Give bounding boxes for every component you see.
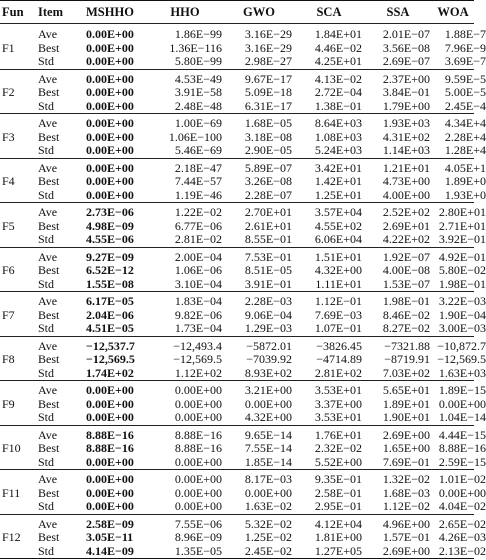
mshho-cell: 0.00E+00 (86, 116, 134, 130)
ssa-cell: −7321.88 (384, 338, 430, 353)
hho-cell: 0.00E+00 (174, 485, 222, 500)
header-hho: HHO (170, 5, 200, 19)
mshho-cell: 0.00E+00 (86, 27, 134, 41)
mshho-cell: 4.98E−09 (86, 218, 134, 233)
fun-label: F12 (2, 530, 21, 544)
sca-cell: 2.95E−01 (314, 499, 362, 513)
hho-cell: 3.91E−58 (174, 85, 222, 99)
hho-cell: 7.55E−06 (174, 516, 222, 531)
woa-cell: 4.04E−02 (438, 499, 486, 513)
ssa-cell: 2.37E+00 (382, 71, 430, 86)
item-cell: Std (38, 454, 55, 469)
group-rule (0, 380, 474, 381)
item-cell: Ave (38, 71, 58, 86)
hho-cell: −12,569.5 (173, 352, 222, 366)
hho-cell: 1.73E−04 (174, 321, 222, 335)
ssa-cell: 1.79E+00 (382, 98, 430, 113)
item-cell: Best (38, 396, 60, 411)
gwo-cell: 8.17E−03 (244, 472, 292, 486)
fun-label: F7 (2, 307, 15, 322)
hho-cell: 1.19E−46 (174, 187, 222, 202)
item-cell: Best (38, 218, 60, 233)
hho-cell: 1.35E−05 (174, 543, 222, 558)
sca-cell: 5.52E+00 (314, 454, 362, 469)
item-cell: Ave (38, 116, 58, 130)
item-cell: Ave (38, 249, 58, 264)
ssa-cell: 4.00E−08 (382, 263, 430, 277)
group-rule (0, 202, 474, 203)
item-cell: Ave (38, 294, 58, 308)
woa-cell: 3.00E−03 (438, 321, 486, 335)
mshho-cell: 0.00E+00 (86, 160, 134, 175)
ssa-cell: 2.69E+00 (382, 427, 430, 442)
fun-label: F10 (2, 441, 21, 455)
gwo-cell: 3.16E−29 (244, 40, 292, 55)
woa-cell: 1.93E+0 (444, 187, 486, 202)
gwo-cell: 1.29E−03 (244, 321, 292, 335)
mshho-cell: 0.00E+00 (86, 129, 134, 144)
sca-cell: 4.13E−02 (314, 71, 362, 86)
sca-cell: 4.12E+04 (314, 516, 362, 531)
group-rule (0, 558, 474, 559)
ssa-cell: 7.03E+02 (382, 365, 430, 380)
ssa-cell: 1.65E+00 (382, 441, 430, 455)
ssa-cell: 2.01E−07 (382, 27, 430, 41)
sca-cell: 1.38E−01 (314, 98, 362, 113)
woa-cell: 9.59E−5 (444, 71, 486, 86)
hho-cell: 0.00E+00 (174, 410, 222, 424)
sca-cell: 1.07E−01 (314, 321, 362, 335)
mshho-cell: 0.00E+00 (86, 383, 134, 397)
woa-cell: 5.80E−02 (438, 263, 486, 277)
gwo-cell: 1.25E−02 (244, 530, 292, 544)
header-sca: SCA (316, 5, 342, 19)
group-rule (0, 69, 474, 70)
gwo-cell: 7.55E−14 (244, 441, 292, 455)
mshho-cell: 4.55E−06 (86, 232, 134, 246)
table-row (0, 454, 486, 471)
woa-cell: 1.89E+0 (444, 174, 486, 188)
gwo-cell: 2.98E−27 (244, 54, 292, 68)
fun-label: F9 (2, 396, 15, 411)
gwo-cell: 3.21E+00 (244, 383, 292, 397)
item-cell: Std (38, 410, 55, 424)
woa-cell: 4.92E−01 (438, 249, 486, 264)
hho-cell: 3.10E−04 (174, 276, 222, 291)
woa-cell: 0.00E+00 (438, 396, 486, 411)
hho-cell: 5.46E−69 (174, 143, 222, 157)
hho-cell: 8.88E−16 (174, 427, 222, 442)
item-cell: Ave (38, 472, 58, 486)
mshho-cell: 0.00E+00 (86, 54, 134, 68)
fun-label: F3 (2, 129, 15, 144)
gwo-cell: 5.89E−07 (244, 160, 292, 175)
hho-cell: 1.06E−100 (168, 129, 222, 144)
table-row (0, 142, 486, 159)
ssa-cell: 1.57E−01 (382, 530, 430, 544)
fun-label: F5 (2, 218, 15, 233)
woa-cell: 2.71E+01 (438, 218, 486, 233)
item-cell: Best (38, 174, 60, 188)
sca-cell: 1.51E+01 (314, 249, 362, 264)
fun-label: F1 (2, 40, 15, 55)
ssa-cell: 3.56E−08 (382, 40, 430, 55)
hho-cell: 1.00E−69 (174, 116, 222, 130)
item-cell: Best (38, 40, 60, 55)
woa-cell: 1.28E+4 (444, 143, 486, 157)
woa-cell: 3.92E−01 (438, 232, 486, 246)
sca-cell: −4714.89 (316, 352, 362, 366)
gwo-cell: 8.55E−01 (244, 232, 292, 246)
item-cell: Ave (38, 427, 58, 442)
mshho-cell: 0.00E+00 (86, 143, 134, 157)
ssa-cell: 2.69E+00 (382, 543, 430, 558)
gwo-cell: 3.18E−08 (244, 129, 292, 144)
item-cell: Std (38, 321, 55, 335)
sca-cell: 3.42E+01 (314, 160, 362, 175)
gwo-cell: 8.93E+02 (244, 365, 292, 380)
woa-cell: 2.45E−4 (444, 98, 486, 113)
woa-cell: 1.98E−01 (438, 276, 486, 291)
hho-cell: 2.48E−48 (174, 98, 222, 113)
mshho-cell: 2.73E−06 (86, 205, 134, 219)
mshho-cell: −12,537.7 (86, 338, 135, 353)
item-cell: Std (38, 276, 55, 291)
sca-cell: 3.53E+01 (314, 383, 362, 397)
mshho-cell: 0.00E+00 (86, 174, 134, 188)
mshho-cell: 0.00E+00 (86, 485, 134, 500)
item-cell: Std (38, 98, 55, 113)
woa-cell: 1.63E+03 (438, 365, 486, 380)
group-rule (0, 425, 474, 426)
ssa-cell: 8.27E−02 (382, 321, 430, 335)
gwo-cell: 1.63E−02 (244, 499, 292, 513)
gwo-cell: 0.00E+00 (244, 396, 292, 411)
group-rule (0, 469, 474, 470)
woa-cell: 4.05E+1 (444, 160, 486, 175)
gwo-cell: 9.67E−17 (244, 71, 292, 86)
header-rule (0, 23, 474, 24)
gwo-cell: 2.70E+01 (244, 205, 292, 219)
sca-cell: 2.32E−02 (314, 441, 362, 455)
header-fun: Fun (2, 5, 24, 19)
item-cell: Best (38, 530, 60, 544)
sca-cell: 4.25E+01 (314, 54, 362, 68)
woa-cell: 2.65E−02 (438, 516, 486, 531)
mshho-cell: 0.00E+00 (86, 499, 134, 513)
mshho-cell: 4.14E−09 (86, 543, 134, 558)
sca-cell: 4.55E+02 (314, 218, 362, 233)
woa-cell: 1.01E−02 (438, 472, 486, 486)
ssa-cell: −8719.91 (384, 352, 430, 366)
item-cell: Best (38, 441, 60, 455)
hho-cell: 0.00E+00 (174, 454, 222, 469)
ssa-cell: 4.73E+00 (382, 174, 430, 188)
item-cell: Std (38, 232, 55, 246)
item-cell: Best (38, 485, 60, 500)
mshho-cell: 0.00E+00 (86, 187, 134, 202)
sca-cell: 2.72E−04 (314, 85, 362, 99)
mshho-cell: 2.58E−09 (86, 516, 134, 531)
item-cell: Std (38, 499, 55, 513)
gwo-cell: −5872.01 (246, 338, 292, 353)
ssa-cell: 1.92E−07 (382, 249, 430, 264)
table-header-row (0, 1, 474, 23)
ssa-cell: 1.90E+01 (382, 410, 430, 424)
sca-cell: 1.12E−01 (314, 294, 362, 308)
mshho-cell: 3.05E−11 (86, 530, 134, 544)
hho-cell: 5.80E−99 (174, 54, 222, 68)
gwo-cell: 1.68E−05 (244, 116, 292, 130)
hho-cell: 6.77E−06 (174, 218, 222, 233)
sca-cell: 3.37E+00 (314, 396, 362, 411)
gwo-cell: 9.65E−14 (244, 427, 292, 442)
mshho-cell: 8.88E−16 (86, 441, 134, 455)
woa-cell: −12,569.5 (437, 352, 486, 366)
woa-cell: 0.00E+00 (438, 485, 486, 500)
table-row (0, 276, 486, 293)
hho-cell: 8.96E−09 (174, 530, 222, 544)
ssa-cell: 1.14E+03 (382, 143, 430, 157)
hho-cell: 9.82E−06 (174, 307, 222, 322)
gwo-cell: 4.32E+00 (244, 410, 292, 424)
table-row (0, 231, 486, 248)
hho-cell: 2.18E−47 (174, 160, 222, 175)
woa-cell: 3.22E−03 (438, 294, 486, 308)
gwo-cell: 2.61E+01 (244, 218, 292, 233)
item-cell: Best (38, 352, 60, 366)
gwo-cell: 2.90E−05 (244, 143, 292, 157)
ssa-cell: 4.00E+00 (382, 187, 430, 202)
ssa-cell: 5.65E+01 (382, 383, 430, 397)
woa-cell: 1.88E−7 (444, 27, 486, 41)
gwo-cell: 8.51E−05 (244, 263, 292, 277)
woa-cell: 1.90E−04 (438, 307, 486, 322)
mshho-cell: 0.00E+00 (86, 410, 134, 424)
ssa-cell: 1.89E+01 (382, 396, 430, 411)
ssa-cell: 7.69E−01 (382, 454, 430, 469)
table-row (0, 320, 486, 337)
woa-cell: 4.44E−15 (438, 427, 486, 442)
table-row (0, 98, 486, 115)
mshho-cell: 0.00E+00 (86, 396, 134, 411)
item-cell: Std (38, 143, 55, 157)
fun-label: F2 (2, 85, 15, 99)
sca-cell: −3826.45 (316, 338, 362, 353)
woa-cell: 2.59E−15 (438, 454, 486, 469)
sca-cell: 1.84E+01 (314, 27, 362, 41)
ssa-cell: 1.93E+03 (382, 116, 430, 130)
ssa-cell: 4.22E+02 (382, 232, 430, 246)
item-cell: Ave (38, 338, 58, 353)
table-row (0, 543, 486, 560)
hho-cell: 1.06E−06 (174, 263, 222, 277)
hho-cell: 4.53E−49 (174, 71, 222, 86)
hho-cell: 1.22E−02 (174, 205, 222, 219)
fun-label: F6 (2, 263, 15, 277)
gwo-cell: 2.28E−03 (244, 294, 292, 308)
mshho-cell: 0.00E+00 (86, 454, 134, 469)
gwo-cell: 2.28E−07 (244, 187, 292, 202)
ssa-cell: 1.12E−02 (382, 499, 430, 513)
gwo-cell: 2.45E−02 (244, 543, 292, 558)
header-item: Item (38, 5, 63, 19)
hho-cell: 0.00E+00 (174, 383, 222, 397)
sca-cell: 1.25E+01 (314, 187, 362, 202)
mshho-cell: 6.52E−12 (86, 263, 134, 277)
sca-cell: 4.46E−02 (314, 40, 362, 55)
group-rule (0, 291, 474, 292)
gwo-cell: 3.16E−29 (244, 27, 292, 41)
group-rule (0, 247, 474, 248)
gwo-cell: 9.06E−04 (244, 307, 292, 322)
mshho-cell: 8.88E−16 (86, 427, 134, 442)
woa-cell: 2.28E+4 (444, 129, 486, 144)
sca-cell: 9.35E−01 (314, 472, 362, 486)
woa-cell: 4.34E+4 (444, 116, 486, 130)
ssa-cell: 2.69E+01 (382, 218, 430, 233)
sca-cell: 1.11E+01 (315, 276, 362, 291)
hho-cell: 1.86E−99 (174, 27, 222, 41)
woa-cell: 5.00E−5 (444, 85, 486, 99)
sca-cell: 1.76E+01 (314, 427, 362, 442)
table-row (0, 498, 486, 515)
sca-cell: 1.08E+03 (314, 129, 362, 144)
item-cell: Best (38, 263, 60, 277)
sca-cell: 1.27E+05 (314, 543, 362, 558)
item-cell: Best (38, 307, 60, 322)
ssa-cell: 1.32E−02 (382, 472, 430, 486)
hho-cell: 0.00E+00 (174, 499, 222, 513)
mshho-cell: 0.00E+00 (86, 472, 134, 486)
woa-cell: −10,872.7 (437, 338, 486, 353)
gwo-cell: 3.91E−01 (244, 276, 292, 291)
woa-cell: 1.04E−14 (438, 410, 486, 424)
ssa-cell: 2.69E−07 (382, 54, 430, 68)
item-cell: Best (38, 129, 60, 144)
sca-cell: 1.42E+01 (314, 174, 362, 188)
header-mshho: MSHHO (86, 5, 134, 19)
table-row (0, 53, 486, 70)
item-cell: Ave (38, 205, 58, 219)
item-cell: Ave (38, 27, 58, 41)
woa-cell: 4.26E−03 (438, 530, 486, 544)
mshho-cell: 1.74E+02 (86, 365, 134, 380)
hho-cell: 2.00E−04 (174, 249, 222, 264)
woa-cell: 2.13E−02 (438, 543, 486, 558)
sca-cell: 3.57E+04 (314, 205, 362, 219)
woa-cell: 1.89E−15 (438, 383, 486, 397)
table-row (0, 187, 486, 204)
item-cell: Std (38, 54, 55, 68)
hho-cell: 7.44E−57 (174, 174, 222, 188)
group-rule (0, 336, 474, 337)
group-rule (0, 514, 474, 515)
sca-cell: 3.53E+01 (314, 410, 362, 424)
mshho-cell: 4.51E−05 (86, 321, 134, 335)
header-woa: WOA (437, 5, 469, 19)
mshho-cell: 2.04E−06 (86, 307, 134, 322)
ssa-cell: 2.52E+02 (382, 205, 430, 219)
header-ssa: SSA (386, 5, 410, 19)
hho-cell: −12,493.4 (173, 338, 222, 353)
ssa-cell: 1.21E+01 (382, 160, 430, 175)
ssa-cell: 4.96E+00 (382, 516, 430, 531)
fun-label: F11 (2, 485, 21, 500)
hho-cell: 1.83E−04 (174, 294, 222, 308)
ssa-cell: 3.84E−01 (382, 85, 430, 99)
gwo-cell: 1.85E−14 (244, 454, 292, 469)
woa-cell: 2.80E+01 (438, 205, 486, 219)
item-cell: Std (38, 543, 55, 558)
fun-label: F4 (2, 174, 15, 188)
mshho-cell: 6.17E−05 (86, 294, 134, 308)
ssa-cell: 1.53E−07 (382, 276, 430, 291)
group-rule (0, 158, 474, 159)
sca-cell: 8.64E+03 (314, 116, 362, 130)
gwo-cell: 6.31E−17 (244, 98, 292, 113)
item-cell: Best (38, 85, 60, 99)
fun-label: F8 (2, 352, 15, 366)
sca-cell: 2.58E−01 (314, 485, 362, 500)
gwo-cell: 5.32E−02 (244, 516, 292, 531)
item-cell: Ave (38, 383, 58, 397)
gwo-cell: 7.53E−01 (244, 249, 292, 264)
gwo-cell: 3.26E−08 (244, 174, 292, 188)
ssa-cell: 4.31E+02 (382, 129, 430, 144)
header-gwo: GWO (243, 5, 275, 19)
sca-cell: 1.81E+00 (314, 530, 362, 544)
hho-cell: 0.00E+00 (174, 396, 222, 411)
sca-cell: 2.81E+02 (314, 365, 362, 380)
woa-cell: 8.88E−16 (438, 441, 486, 455)
table-row (0, 409, 486, 426)
hho-cell: 0.00E+00 (174, 472, 222, 486)
item-cell: Ave (38, 160, 58, 175)
ssa-cell: 1.98E−01 (382, 294, 430, 308)
sca-cell: 6.06E+04 (314, 232, 362, 246)
hho-cell: 2.81E−02 (174, 232, 222, 246)
mshho-cell: 9.27E−09 (86, 249, 134, 264)
item-cell: Ave (38, 516, 58, 531)
group-rule (0, 113, 474, 114)
sca-cell: 5.24E+03 (314, 143, 362, 157)
gwo-cell: 5.09E−18 (244, 85, 292, 99)
sca-cell: 7.69E−03 (314, 307, 362, 322)
mshho-cell: 1.55E−08 (86, 276, 134, 291)
item-cell: Std (38, 187, 55, 202)
gwo-cell: −7039.92 (246, 352, 292, 366)
mshho-cell: 0.00E+00 (86, 98, 134, 113)
mshho-cell: 0.00E+00 (86, 40, 134, 55)
ssa-cell: 8.46E−02 (382, 307, 430, 322)
mshho-cell: 0.00E+00 (86, 71, 134, 86)
sca-cell: 4.32E+00 (314, 263, 362, 277)
hho-cell: 8.88E−16 (174, 441, 222, 455)
item-cell: Std (38, 365, 55, 380)
hho-cell: 1.12E+02 (174, 365, 222, 380)
table-row (0, 365, 486, 382)
gwo-cell: 0.00E+00 (244, 485, 292, 500)
woa-cell: 3.69E−7 (444, 54, 486, 68)
woa-cell: 7.96E−9 (444, 40, 486, 55)
hho-cell: 1.36E−116 (169, 40, 222, 55)
mshho-cell: −12,569.5 (86, 352, 135, 366)
mshho-cell: 0.00E+00 (86, 85, 134, 99)
ssa-cell: 1.68E−03 (382, 485, 430, 500)
